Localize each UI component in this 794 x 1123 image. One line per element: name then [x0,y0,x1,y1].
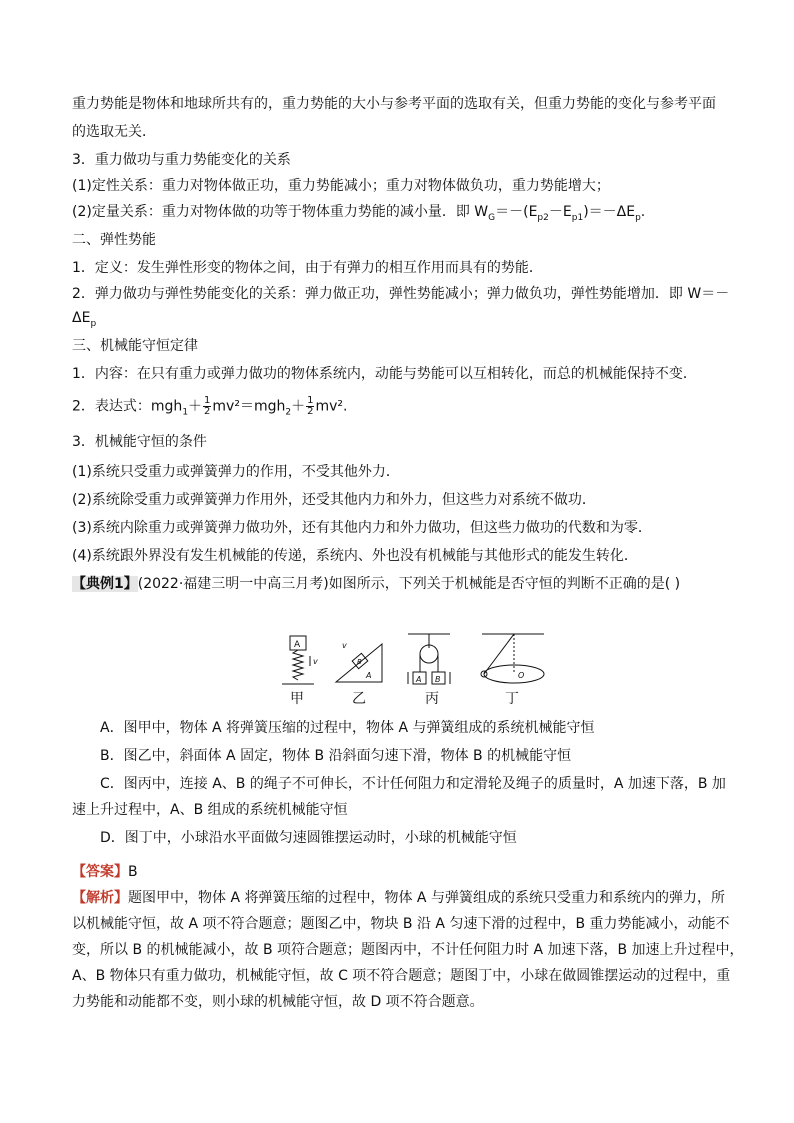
heading-elastic: 二、弹性势能 [72,232,156,248]
analysis-tag: 【解析】 [72,890,128,906]
quantitative-eq2: －E [548,204,572,220]
heading-gravity-work: 3．重力做功与重力势能变化的关系 [72,152,291,168]
sub-2: 2 [285,407,292,418]
sub-g: G [488,212,496,223]
condition-3: (3)系统内除重力或弹簧弹力做功外，还有其他内力和外力做功，但这些力做功的代数和为零． [72,520,652,536]
analysis-line-2: 以机械能守恒，故 A 项不符合题意；题图乙中，物块 B 沿 A 匀速下滑的过程中，B 重力势能减小，动能不 [72,916,730,932]
fig-label-jia: 甲 [290,691,304,707]
option-c-cont: 速上升过程中，A、B 组成的系统机械能守恒 [72,802,348,818]
para-gravity-potential-cont: 的选取无关． [72,124,156,140]
analysis-text-1: 题图甲中，物体 A 将弹簧压缩的过程中，物体 A 与弹簧组成的系统只受重力和系统内的弹力，所 [128,890,725,906]
para-elastic-work: 2．弹力做功与弹性势能变化的关系：弹力做正功，弹性势能减小；弹力做负功，弹性势能增加．即 W＝－ [72,286,730,302]
condition-4: (4)系统跟外界没有发生机械能的传递，系统内、外也没有机械能与其他形式的能发生转化． [72,548,638,564]
quantitative-eq1: ＝－(E [495,204,538,220]
para-quantitative [72,202,645,228]
heading-conditions: 3．机械能守恒的条件 [72,434,207,450]
option-b: B．图乙中，斜面体 A 固定，物体 B 沿斜面匀速下滑，物体 B 的机械能守恒 [100,748,572,764]
label-a-yi: A [366,671,372,680]
figure-bing [408,634,450,684]
sub-p2: p2 [537,212,549,223]
frac-den-1: 2 [204,406,211,417]
analysis-line-1 [72,888,725,908]
para-elastic-def: 1．定义：发生弹性形变的物体之间，由于有弹力的相互作用而具有的势能． [72,260,543,276]
label-a-bing: A [416,675,422,684]
label-b-yi: B [357,658,362,666]
sub-p1: p1 [571,212,584,223]
expr-part2: mv²＝mgh [212,398,286,415]
label-o-ding: O [518,671,525,680]
delta-e: ΔE [72,310,91,326]
analysis-line-3: 变，所以 B 的机械能减小，故 B 项符合题意；题图丙中，不计任何阻力时 A 加速下落，B 加速上升过程中， [72,942,744,958]
answer-line [72,862,138,882]
para-expression: 2．表达式：mgh$_1$＋ $\frac{1}{2}$ mv²＝mgh$_2$＋ $\frac{1}{2}$ mv². [72,395,348,418]
frac-num-1: 1 [204,395,211,406]
condition-2: (2)系统除受重力或弹簧弹力作用外，还受其他内力和外力，但这些力对系统不做功． [72,492,596,508]
para-gravity-potential: 重力势能是物体和地球所共有的，重力势能的大小与参考平面的选取有关，但重力势能的变化与参考平面 [72,96,716,112]
answer-value: B [128,864,138,880]
label-b-bing: B [435,675,441,684]
fig-label-bing: 丙 [425,691,439,707]
para-elastic-work-cont [72,308,96,334]
example-stem [72,574,680,594]
label-v-yi: v [342,641,347,650]
expr-part1: 2．表达式：mgh [72,398,183,415]
spring [293,650,303,680]
condition-1: (1)系统只受重力或弹簧弹力的作用，不受其他外力． [72,464,400,480]
frac-den-2: 2 [307,406,314,417]
example-tag: 【典例1】 [72,576,138,592]
string-ding [484,634,514,674]
frac-num-2: 1 [307,395,314,406]
option-a: A．图甲中，物体 A 将弹簧压缩的过程中，物体 A 与弹簧组成的系统机械能守恒 [100,720,595,736]
expr-part3: mv². [315,398,348,415]
sub-p: p [635,212,641,223]
label-a-jia: A [294,640,301,650]
answer-tag: 【答案】 [72,864,128,880]
quantitative-eq3: )＝－ΔE [583,204,636,220]
fig-label-yi: 乙 [352,691,366,707]
option-d: D．图丁中，小球沿水平面做匀速圆锥摆运动时，小球的机械能守恒 [100,830,517,846]
analysis-line-4: A、B 物体只有重力做功，机械能守恒，故 C 项不符合题意；题图丁中，小球在做圆锥摆运动的过程中，重 [72,968,731,984]
figure-jia [282,636,318,684]
quantitative-eq4: . [640,204,646,220]
figure-yi [336,641,382,682]
option-c: C．图丙中，连接 A、B 的绳子不可伸长，不计任何阻力和定滑轮及绳子的质量时，A 加速下落，B 加 [100,776,726,792]
heading-conservation: 三、机械能守恒定律 [72,338,198,354]
para-content: 1．内容：在只有重力或弹力做功的物体系统内，动能与势能可以互相转化，而总的机械能保持不变． [72,366,697,382]
para-qualitative: (1)定性关系：重力对物体做正功，重力势能减小；重力对物体做负功，重力势能增大； [72,178,610,194]
quantitative-text: (2)定量关系：重力对物体做的功等于物体重力势能的减小量．即 W [72,204,489,220]
label-v-jia: v [313,657,318,666]
figure-ding [481,634,544,683]
fraction-half-1 [203,396,211,417]
analysis-line-5: 力势能和动能都不变，则小球的机械能守恒，故 D 项不符合题意。 [72,994,484,1010]
fig-label-ding: 丁 [505,691,519,707]
example-stem-text: (2022·福建三明一中高三月考)如图所示，下列关于机械能是否守恒的判断不正确的是( ) [137,576,681,592]
fraction-half-2 [306,396,314,417]
sub-1: 1 [182,407,189,418]
sub-p-2: p [90,318,97,329]
